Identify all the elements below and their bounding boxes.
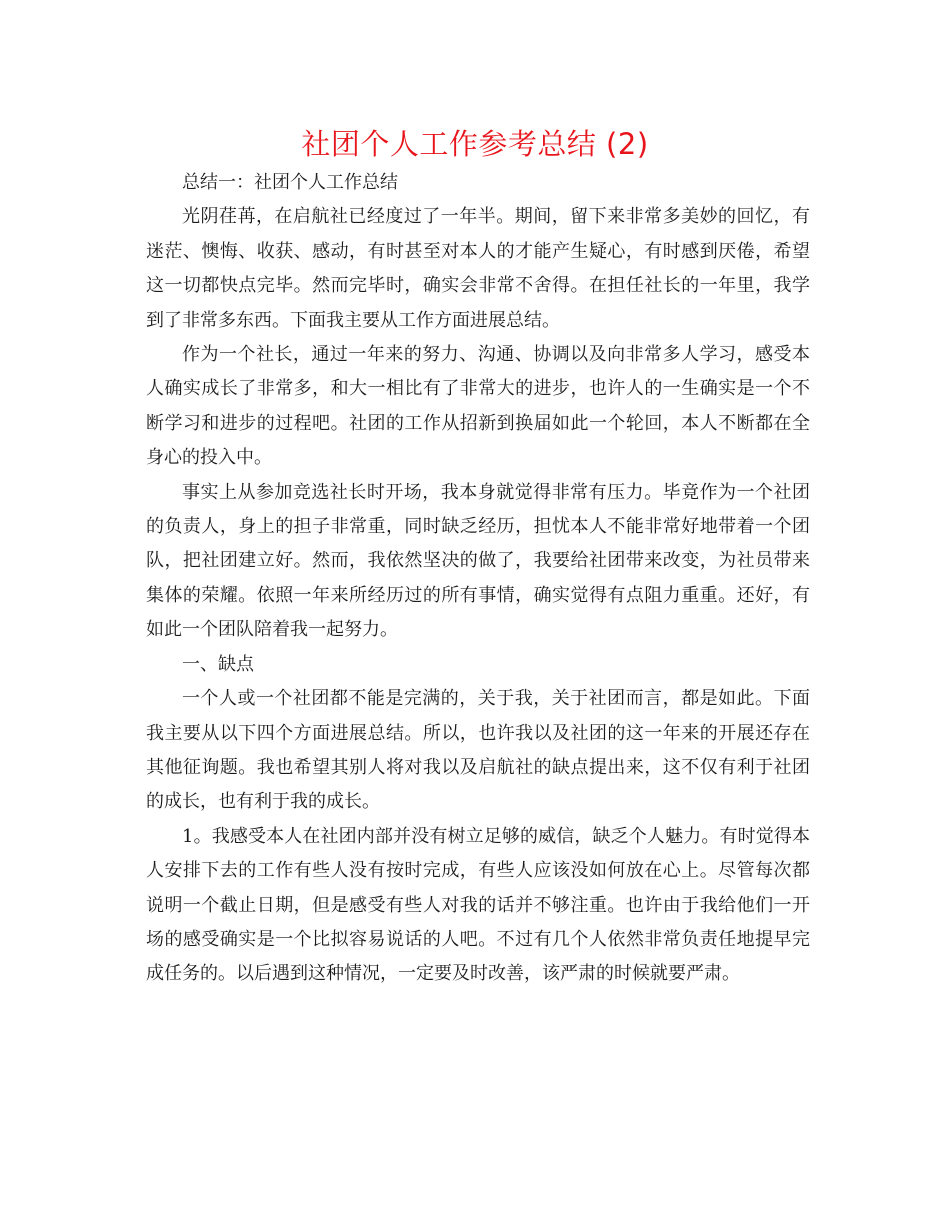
- document-title: 社团个人工作参考总结 (2): [301, 127, 649, 161]
- paragraph: 作为一个社长，通过一年来的努力、沟通、协调以及向非常多人学习，感受本人确实成长了非常多，和大一相比有了非常大的进步，也许人的一生确实是一个不断学习和进步的过程吧。社团的工作从招新到换届如此一个轮回，本人不断都在全身心的投入中。: [146, 344, 810, 469]
- section-heading: 一、缺点: [182, 653, 254, 675]
- paragraph-heading: 总结一：社团个人工作总结: [182, 172, 398, 193]
- document-body: [146, 166, 810, 992]
- paragraph: 光阴荏苒，在启航社已经度过了一年半。期间，留下来非常多美妙的回忆，有迷茫、懊悔、收获、感动，有时甚至对本人的才能产生疑心，有时感到厌倦，希望这一切都快点完毕。然而完毕时，确实会非常不舍得。在担任社长的一年里，我学到了非常多东西。下面我主要从工作方面进展总结。: [146, 206, 810, 331]
- paragraph: 事实上从参加竞选社长时开场，我本身就觉得非常有压力。毕竟作为一个社团的负责人，身上的担子非常重，同时缺乏经历，担忧本人不能非常好地带着一个团队，把社团建立好。然而，我依然坚决的做了，我要给社团带来改变，为社员带来集体的荣耀。依照一年来所经历过的所有事情，确实觉得有点阻力重重。还好，有如此一个团队陪着我一起努力。: [146, 481, 810, 641]
- paragraph: 1。我感受本人在社团内部并没有树立足够的威信，缺乏个人魅力。有时觉得本人安排下去的工作有些人没有按时完成，有些人应该没如何放在心上。尽管每次都说明一个截止日期，但是感受有些人对我的话并不够注重。也许由于我给他们一开场的感受确实是一个比拟容易说话的人吧。不过有几个人依然非常负责任地提早完成任务的。以后遇到这种情况，一定要及时改善，该严肃的时候就要严肃。: [146, 825, 810, 985]
- paragraph: 一个人或一个社团都不能是完满的，关于我，关于社团而言，都是如此。下面我主要从以下四个方面进展总结。所以，也许我以及社团的这一年来的开展还存在其他征询题。我也希望其别人将对我以及启航社的缺点提出来，这不仅有利于社团的成长，也有利于我的成长。: [146, 688, 810, 813]
